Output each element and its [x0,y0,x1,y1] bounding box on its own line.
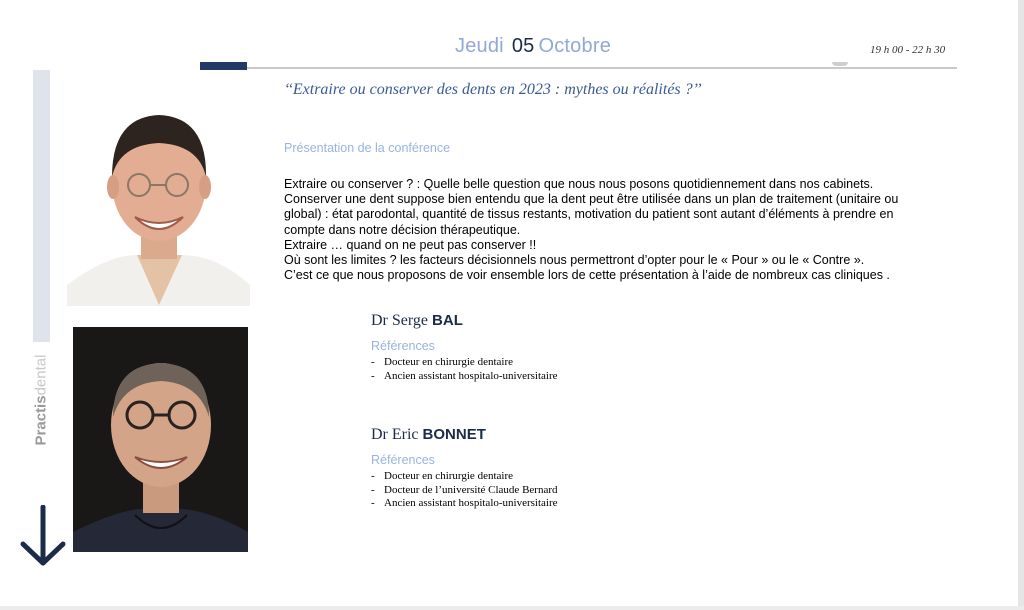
arrow-down-icon [19,505,67,567]
header-time-range: 19 h 00 - 22 h 30 [870,44,946,56]
speaker-name [371,426,558,444]
reference-item: - Ancien assistant hospitalo-universitaire [371,370,558,384]
speaker-last-name: BAL [432,312,463,329]
paragraph-line: Extraire ou conserver ? : Quelle belle question que nous nous posons quotidiennement dans nos cabinets. [284,177,874,191]
header-month: Octobre [538,35,612,57]
reference-item: - Ancien assistant hospitalo-universitaire [371,497,558,511]
section-label: Présentation de la conférence [284,141,451,155]
speaker-card-eric-bonnet [371,426,558,511]
header-divider-tick [832,62,848,66]
talk-description [284,177,974,283]
speaker-photo-eric-bonnet [73,327,248,552]
page-edge-right [1018,0,1024,610]
reference-item: - Docteur de l’université Claude Bernard [371,484,558,498]
speaker-name-prefix: Dr Serge [371,312,429,329]
brand-logo [33,355,50,446]
page-edge-bottom [0,606,1024,610]
paragraph-line: global) : état parodontal, quantité de tissus restants, motivation du patient sont autant d’éléments à prendre en [284,207,894,222]
references-list [371,470,558,511]
speaker-photo-serge-bal [67,105,250,306]
speaker-card-serge-bal [371,312,558,383]
speaker-name-prefix: Dr Eric [371,426,419,443]
brand-part-2: dental [32,354,50,396]
brand-part-1: Practis [32,395,50,446]
header-date [455,35,611,58]
speaker-last-name: BONNET [422,426,486,443]
header-day-number: 05 [511,35,535,57]
reference-item: - Docteur en chirurgie dentaire [371,356,558,370]
paragraph-line: C’est ce que nous proposons de voir ensemble lors de cette présentation à l’aide de nombreux cas cliniques . [284,268,890,283]
references-label: Références [371,453,435,467]
paragraph-line: compte dans notre décision thérapeutique. [284,222,521,237]
paragraph-line: Extraire … quand on ne peut pas conserver !! [284,237,537,252]
header-day-name: Jeudi [455,35,504,57]
sidebar-accent-bar [33,70,50,342]
header-divider-accent [200,62,247,70]
talk-title: ‘‘Extraire ou conserver des dents en 2023 : mythes ou réalités ?’’ [284,81,702,98]
references-list [371,356,558,383]
header-divider [200,67,957,69]
references-label: Références [371,339,435,353]
speaker-name [371,312,558,330]
reference-item: - Docteur en chirurgie dentaire [371,470,558,484]
paragraph-line: Conserver une dent suppose bien entendu que la dent peut être utilisée dans un plan de traitement (unitaire ou [284,192,899,207]
paragraph-line: Où sont les limites ? les facteurs décisionnels nous permettront d’opter pour le « Pour » ou le « Contre ». [284,253,865,268]
